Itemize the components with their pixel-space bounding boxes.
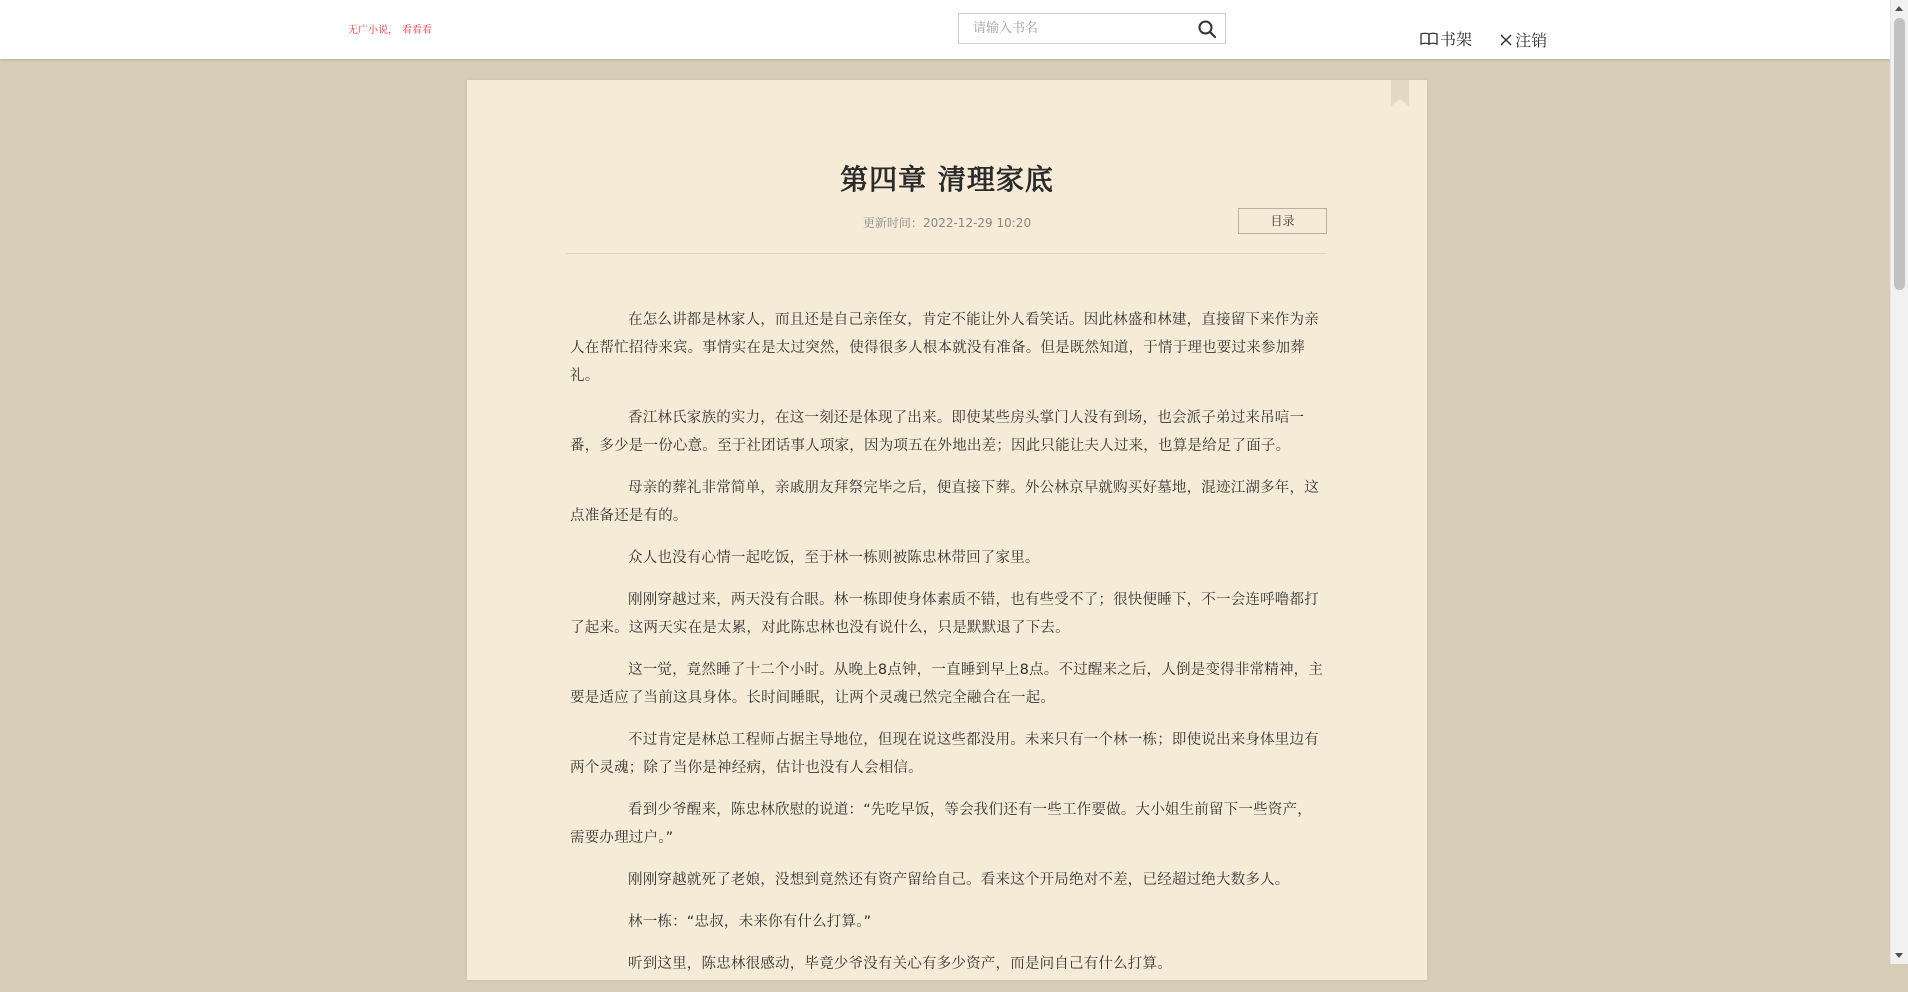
scroll-thumb[interactable] [1894, 18, 1905, 290]
book-icon [1420, 31, 1438, 47]
update-time-label: 更新时间： [862, 216, 923, 230]
table-of-contents-button[interactable]: 目录 [1238, 208, 1327, 234]
user-nav [1420, 27, 1569, 51]
bookshelf-label: 书架 [1440, 30, 1473, 49]
paragraph: 刚刚穿越就死了老娘，没想到竟然还有资产留给自己。看来这个开局绝对不差，已经超过绝大数多人。 [628, 872, 1290, 888]
logout-link[interactable] [1499, 28, 1547, 51]
paragraph: 在怎么讲都是林家人，而且还是自己亲侄女，肯定不能让外人看笑话。因此林盛和林建，直接留下来作为亲人在帮忙招待来宾。事情实在是太过突然，使得很多人根本就没有准备。但是既然知道，于情于理也要过来参加葬礼。 [570, 312, 1319, 384]
search-box [958, 13, 1226, 44]
search-button[interactable] [1197, 19, 1217, 39]
paragraph: 林一栋：“忠叔，未来你有什么打算。” [628, 914, 872, 930]
paragraph: 刚刚穿越过来，两天没有合眼。林一栋即使身体素质不错，也有些受不了；很快便睡下，不一会连呼噜都打了起来。这两天实在是太累，对此陈忠林也没有说什么，只是默默退了下去。 [570, 592, 1319, 636]
logo-text-secondary: 看看看 [402, 25, 432, 36]
paragraph: 看到少爷醒来，陈忠林欣慰的说道：“先吃早饭，等会我们还有一些工作要做。大小姐生前留下一些资产，需要办理过户。” [570, 802, 1312, 846]
close-icon [1499, 33, 1513, 47]
paragraph: 这一觉，竟然睡了十二个小时。从晚上8点钟，一直睡到早上8点。不过醒来之后，人倒是变得非常精神，主要是适应了当前这具身体。长时间睡眠，让两个灵魂已然完全融合在一起。 [570, 662, 1324, 706]
top-navigation-bar [0, 0, 1890, 59]
reading-page [467, 80, 1427, 980]
scroll-down-arrow-icon[interactable] [1895, 953, 1903, 958]
paragraph: 香江林氏家族的实力，在这一刻还是体现了出来。即使某些房头掌门人没有到场，也会派子弟过来吊唁一番，多少是一份心意。至于社团话事人项家，因为项五在外地出差；因此只能让夫人过来，也算是给足了面子。 [570, 410, 1305, 454]
scroll-up-arrow-icon[interactable] [1895, 6, 1903, 11]
logo-text-primary: 无广小说， [348, 25, 398, 36]
paragraph: 不过肯定是林总工程师占据主导地位，但现在说这些都没用。未来只有一个林一栋；即使说出来身体里边有两个灵魂；除了当你是神经病，估计也没有人会相信。 [570, 732, 1319, 776]
bookshelf-link[interactable] [1420, 27, 1472, 50]
site-logo[interactable] [348, 21, 432, 36]
logout-label: 注销 [1515, 31, 1548, 50]
chapter-content [570, 306, 1325, 992]
paragraph: 母亲的葬礼非常简单，亲戚朋友拜祭完毕之后，便直接下葬。外公林京早就购买好墓地，混迹江湖多年，这点准备还是有的。 [570, 480, 1319, 524]
divider [566, 253, 1327, 254]
paragraph: 听到这里，陈忠林很感动，毕竟少爷没有关心有多少资产，而是问自己有什么打算。 [628, 956, 1172, 972]
chapter-title: 第四章 清理家底 [840, 163, 1054, 196]
bookmark-icon[interactable] [1391, 80, 1409, 106]
search-icon [1197, 19, 1217, 39]
vertical-scrollbar[interactable] [1890, 0, 1908, 964]
paragraph: 众人也没有心情一起吃饭，至于林一栋则被陈忠林带回了家里。 [628, 550, 1040, 566]
update-time-value: 2022-12-29 10:20 [922, 216, 1032, 230]
search-input[interactable] [959, 14, 1189, 43]
